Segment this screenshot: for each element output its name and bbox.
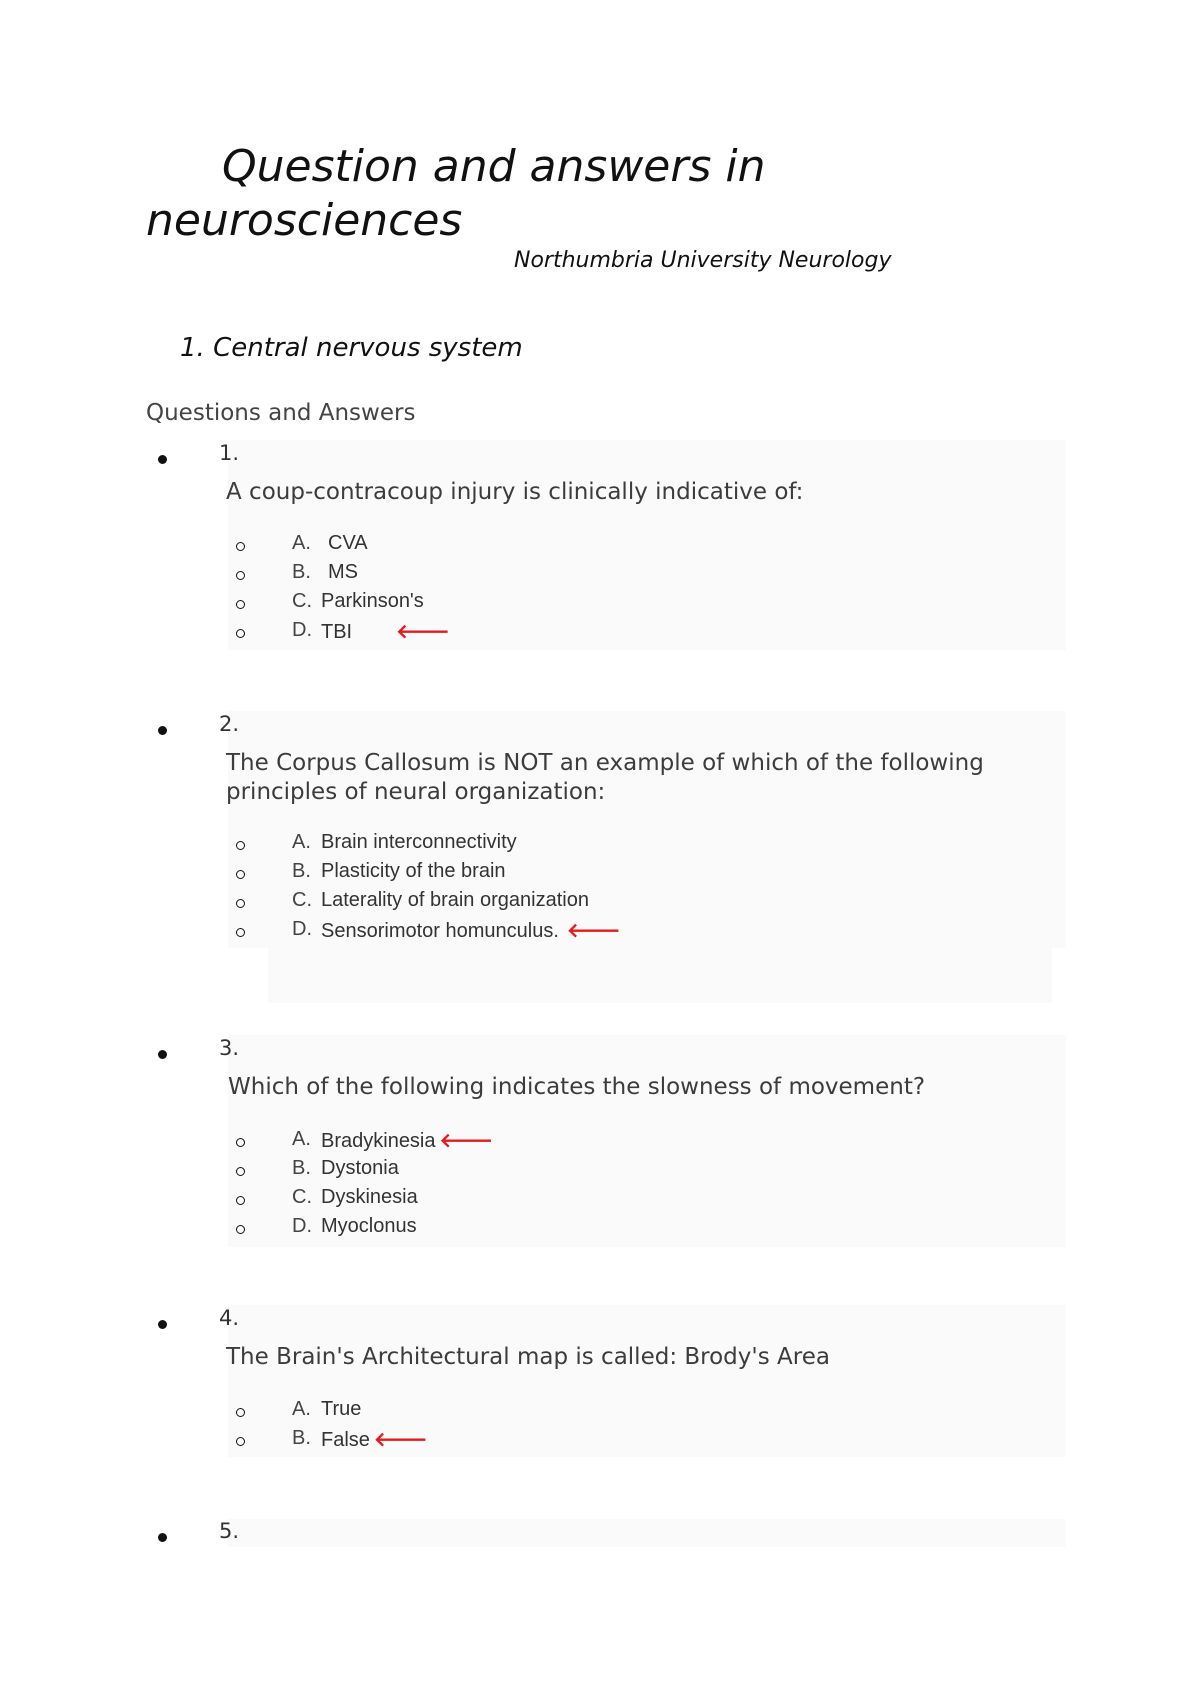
option-text: Bradykinesia bbox=[321, 1130, 436, 1152]
option-letter: C. bbox=[292, 590, 312, 612]
option-letter: B. bbox=[292, 1157, 311, 1179]
option-text: Laterality of brain organization bbox=[321, 889, 589, 911]
option-text: False bbox=[321, 1429, 370, 1451]
circle-bullet-icon bbox=[236, 1408, 245, 1417]
option-text: Myoclonus bbox=[321, 1215, 417, 1237]
question-background bbox=[228, 1519, 1066, 1547]
option-letter: A. bbox=[292, 1128, 311, 1150]
circle-bullet-icon bbox=[236, 841, 245, 850]
option-text: Parkinson's bbox=[321, 590, 424, 612]
bullet-icon bbox=[158, 1050, 167, 1059]
circle-bullet-icon bbox=[236, 600, 245, 609]
correct-answer-arrow-icon: 🡐 bbox=[439, 1128, 494, 1152]
option-text: Dystonia bbox=[321, 1157, 399, 1179]
option-letter: A. bbox=[292, 1398, 311, 1420]
question-number: 1. bbox=[219, 441, 240, 465]
title-line-1: Question and answers in bbox=[222, 141, 766, 192]
question-background bbox=[268, 948, 1052, 1003]
circle-bullet-icon bbox=[236, 542, 245, 551]
option-letter: A. bbox=[292, 532, 311, 554]
question-number: 2. bbox=[219, 712, 240, 736]
bullet-icon bbox=[158, 455, 167, 464]
circle-bullet-icon bbox=[236, 870, 245, 879]
question-4 bbox=[146, 1305, 1066, 1460]
question-5 bbox=[146, 1519, 1066, 1549]
correct-answer-arrow-icon: 🡐 bbox=[373, 1427, 428, 1451]
option-text: Sensorimotor homunculus. bbox=[321, 920, 559, 942]
title-line-2: neurosciences bbox=[146, 195, 463, 246]
question-text: The Brain's Architectural map is called: Brody's Area bbox=[226, 1344, 830, 1370]
option-letter: D. bbox=[292, 1215, 312, 1237]
question-3 bbox=[146, 1035, 1066, 1247]
document-title bbox=[146, 140, 946, 248]
option-letter: B. bbox=[292, 1427, 311, 1449]
option-text: Plasticity of the brain bbox=[321, 860, 506, 882]
bullet-icon bbox=[158, 726, 167, 735]
question-text: A coup-contracoup injury is clinically indicative of: bbox=[226, 479, 804, 505]
bullet-icon bbox=[158, 1320, 167, 1329]
option-letter: C. bbox=[292, 889, 312, 911]
option-text: True bbox=[321, 1398, 362, 1420]
option-letter: B. bbox=[292, 561, 311, 583]
option-text: TBI bbox=[321, 621, 353, 643]
option-letter: B. bbox=[292, 860, 311, 882]
option-text-with-marker bbox=[321, 619, 450, 644]
option-letter: A. bbox=[292, 831, 311, 853]
option-letter: D. bbox=[292, 918, 312, 940]
correct-answer-arrow-icon: 🡐 bbox=[396, 619, 450, 643]
option-text: MS bbox=[328, 561, 358, 583]
question-number: 3. bbox=[219, 1036, 240, 1060]
qa-heading: Questions and Answers bbox=[146, 400, 416, 426]
question-text: The Corpus Callosum is NOT an example of which of the following principles of neural organization: bbox=[226, 750, 984, 805]
circle-bullet-icon bbox=[236, 1225, 245, 1234]
circle-bullet-icon bbox=[236, 1196, 245, 1205]
question-number: 4. bbox=[219, 1306, 240, 1330]
circle-bullet-icon bbox=[236, 1167, 245, 1176]
section-heading: 1. Central nervous system bbox=[180, 333, 523, 363]
circle-bullet-icon bbox=[236, 1138, 245, 1147]
question-2 bbox=[146, 711, 1066, 1011]
option-text: Brain interconnectivity bbox=[321, 831, 517, 853]
option-text: Dyskinesia bbox=[321, 1186, 418, 1208]
option-letter: C. bbox=[292, 1186, 312, 1208]
circle-bullet-icon bbox=[236, 899, 245, 908]
option-text-with-marker bbox=[321, 1128, 493, 1153]
circle-bullet-icon bbox=[236, 629, 245, 638]
correct-answer-arrow-icon: 🡐 bbox=[566, 918, 621, 942]
option-text-with-marker bbox=[321, 1427, 428, 1452]
question-number: 5. bbox=[219, 1519, 240, 1543]
option-letter: D. bbox=[292, 619, 312, 641]
question-1 bbox=[146, 440, 1066, 650]
circle-bullet-icon bbox=[236, 1437, 245, 1446]
document-subtitle: Northumbria University Neurology bbox=[514, 248, 892, 273]
bullet-icon bbox=[158, 1533, 167, 1542]
question-background bbox=[228, 711, 1066, 948]
question-text: Which of the following indicates the slowness of movement? bbox=[228, 1074, 926, 1100]
option-text-with-marker bbox=[321, 918, 621, 943]
circle-bullet-icon bbox=[236, 571, 245, 580]
option-text: CVA bbox=[328, 532, 368, 554]
circle-bullet-icon bbox=[236, 928, 245, 937]
